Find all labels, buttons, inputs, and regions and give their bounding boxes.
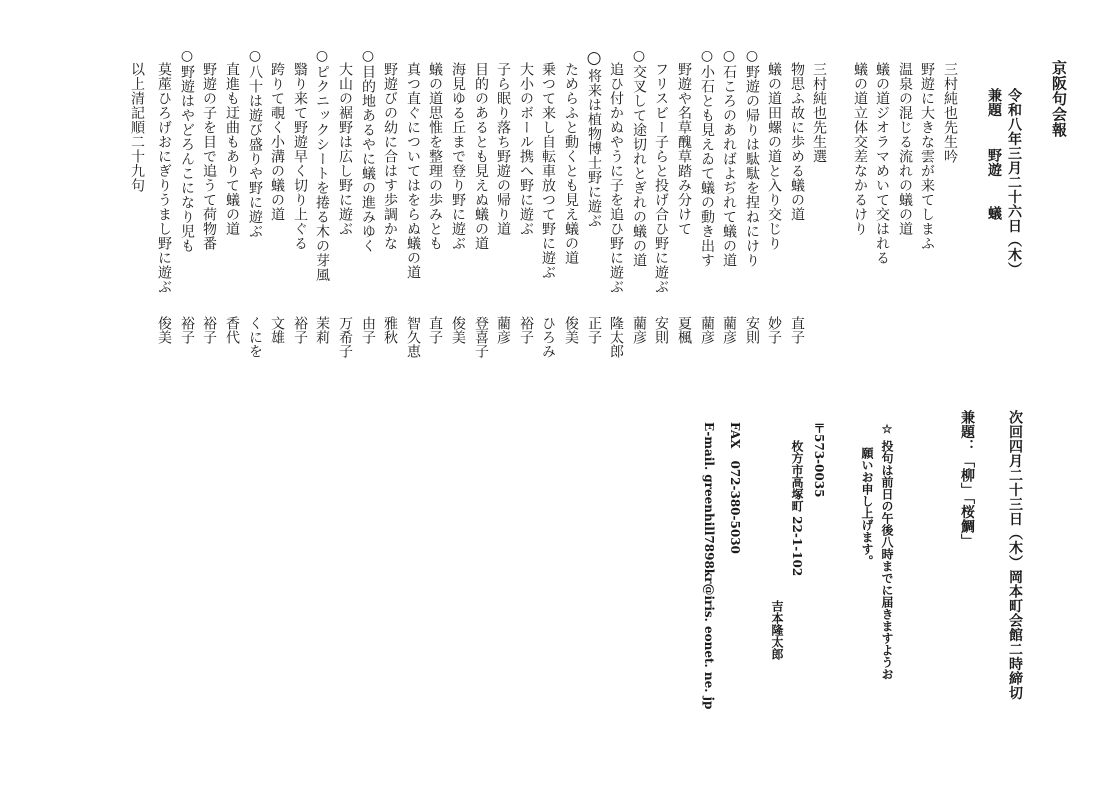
- selection-poem-text: 莫蓙ひろげおにぎりうまし野に遊ぶ: [156, 62, 172, 294]
- selection-author: 俊美: [156, 316, 172, 344]
- selection-mark: ○: [584, 48, 604, 69]
- selection-author: 藺彦: [631, 316, 647, 344]
- selection-poem-text: 蟻の道田螺の道と入り交じり: [766, 62, 782, 251]
- selection-poem-text: 翳り来て野遊早く切り上ぐる: [292, 62, 308, 251]
- teacher-name: 三村純也先生吟: [942, 62, 958, 164]
- page-title: 京阪句会報: [1050, 60, 1068, 138]
- meeting-date: 令和八年三月二十六日（木）: [1006, 88, 1022, 277]
- selection-poem: [788, 62, 806, 222]
- selection-author: 裕子: [518, 316, 534, 344]
- selection-author: 妙子: [766, 316, 782, 344]
- fax-number: FAX 072-380-5030: [728, 422, 742, 554]
- selection-mark: ○: [314, 48, 330, 65]
- selection-author: 由子: [360, 316, 376, 344]
- selection-author: 藺彦: [699, 316, 715, 344]
- selection-poem: [246, 48, 264, 239]
- selection-author: 直子: [789, 316, 805, 344]
- selection-author: 香代: [224, 316, 240, 344]
- selection-author: 茉莉: [314, 316, 330, 344]
- selection-poem: [268, 62, 286, 222]
- selection-poem: [178, 48, 196, 253]
- selection-poem: [743, 48, 761, 268]
- selection-poem-text: 野遊や名草醜草踏み分けて: [676, 62, 692, 236]
- selection-poem-text: 乗つて来し自転車放つて野に遊ぶ: [540, 62, 556, 280]
- selection-poem: [472, 62, 490, 251]
- selection-poem-text: 野遊はやどろんこになり児も: [179, 64, 195, 253]
- selection-author: 登喜子: [473, 316, 489, 358]
- selection-poem-text: 八十は遊び盛りや野に遊ぶ: [247, 64, 263, 239]
- selection-author: 夏楓: [676, 316, 692, 344]
- selection-poem-text: 野遊の帰りは駄駄を捏ねにけり: [744, 64, 760, 268]
- selection-mark: ○: [699, 48, 715, 65]
- selection-author: 文雄: [269, 316, 285, 344]
- selection-poem: [562, 62, 580, 265]
- selection-poem-text: 交叉して途切れとぎれの蟻の道: [631, 64, 647, 268]
- postal-code: 〒573-0035: [812, 422, 826, 498]
- selection-mark: ○: [631, 48, 647, 65]
- selection-poem: [652, 62, 670, 294]
- selection-poem: [359, 48, 377, 253]
- selection-author: ひろみ: [540, 316, 556, 358]
- selection-poem: [291, 62, 309, 251]
- selection-mark: ○: [247, 48, 263, 65]
- selection-poem-text: 将来は植物博士野に遊ぶ: [586, 68, 602, 228]
- selection-author: 藺彦: [721, 316, 737, 344]
- selection-author: 智久恵: [405, 316, 421, 358]
- next-kendai: 兼題：「柳」「桜鯛」: [959, 410, 975, 548]
- selection-poem: [200, 62, 218, 251]
- selection-poem-text: ためらふと動くとも見え蟻の道: [563, 62, 579, 265]
- selection-poem: [675, 62, 693, 236]
- selection-author: 俊美: [450, 316, 466, 344]
- selection-author: くにを: [247, 316, 263, 358]
- next-meeting-line: 次回四月二十三日（木）岡本町会館二時締切: [1007, 410, 1023, 700]
- selection-author: 雅秋: [382, 316, 398, 344]
- selection-poem: [313, 48, 331, 282]
- selection-poem-text: フリスビー子らと投げ合ひ野に遊ぶ: [653, 62, 669, 294]
- selection-poem: [494, 62, 512, 236]
- selection-poem-text: 海見ゆる丘まで登り野に遊ぶ: [450, 62, 466, 251]
- selection-poem-text: 目的のあるとも見えぬ蟻の道: [473, 62, 489, 251]
- selection-poem-text: 野遊の子を目で追うて荷物番: [201, 62, 217, 251]
- selection-poem: [449, 62, 467, 251]
- selection-poem-text: 子ら眠り落ち野遊の帰り道: [495, 62, 511, 236]
- selection-poem-text: 真つ直ぐについてはをらぬ蟻の道: [405, 62, 421, 280]
- selection-poem: [630, 48, 648, 268]
- selection-poem-text: 小石とも見えゐて蟻の動き出す: [699, 64, 715, 268]
- selection-mark: ○: [360, 48, 376, 65]
- selection-poem-text: 物思ふ故に歩める蟻の道: [789, 62, 805, 222]
- selection-poem: [539, 62, 557, 280]
- selection-poem: [517, 62, 535, 236]
- selection-poem: [698, 48, 716, 268]
- notice-line-1: ☆ 投句は前日の午後八時までに届きますようお: [880, 422, 894, 681]
- selection-poem: [607, 62, 625, 294]
- contact-name: 吉本隆太郎: [770, 600, 784, 660]
- address: 枚方市高塚町 22-1-102: [790, 440, 804, 577]
- kendai-value: 野遊 蟻: [986, 148, 1002, 221]
- selection-poem: [381, 62, 399, 251]
- teacher-poem: 温泉の混じる流れの蟻の道: [897, 62, 913, 236]
- email-address: E-mail. greenhill7898kr@iris. eonet. ne. jp: [702, 422, 716, 710]
- kendai-label: 兼題: [986, 88, 1002, 117]
- selection-author: 万希子: [337, 316, 353, 358]
- selection-poem: [765, 62, 783, 251]
- selection-poem-text: 追ひ付かぬやうに子を追ひ野に遊ぶ: [608, 62, 624, 294]
- selection-author: 裕子: [179, 316, 195, 344]
- teacher-poem: 野遊に大きな雲が来てしまふ: [919, 62, 935, 251]
- selection-poem-text: 蟻の道思惟を整理の歩みとも: [427, 62, 443, 251]
- selection-heading: 三村純也先生選: [811, 62, 827, 164]
- selection-poem-text: 大山の裾野は広し野に遊ぶ: [337, 62, 353, 236]
- selection-poem-text: 野遊びの幼に合はす歩調かな: [382, 62, 398, 251]
- notice-line-2: 願いお申し上げます。: [860, 447, 874, 567]
- selection-mark: ○: [179, 48, 195, 65]
- selection-author: 裕子: [292, 316, 308, 344]
- selection-poem: [404, 62, 422, 280]
- selection-author: 安則: [653, 316, 669, 344]
- selection-author: 藺彦: [495, 316, 511, 344]
- selection-author: 直子: [427, 316, 443, 344]
- selection-poem-text: ピクニックシートを捲る木の芽風: [314, 64, 330, 282]
- selection-poem-text: 大小のボール携へ野に遊ぶ: [518, 62, 534, 236]
- selection-poem: [336, 62, 354, 236]
- selection-poem: [585, 48, 603, 228]
- selection-poem: [223, 62, 241, 236]
- selection-author: 安則: [744, 316, 760, 344]
- selection-mark: ○: [721, 48, 737, 65]
- teacher-poem: 蟻の道立体交差なかるけり: [852, 62, 868, 236]
- selection-poem-text: 目的地あるやに蟻の進みゆく: [360, 64, 376, 253]
- clean-copy-count: 以上清記順二十九句: [129, 62, 145, 193]
- selection-author: 裕子: [201, 316, 217, 344]
- selection-author: 正子: [586, 316, 602, 344]
- selection-poem-text: 直進も迂曲もありて蟻の道: [224, 62, 240, 236]
- selection-author: 隆太郎: [608, 316, 624, 358]
- selection-poem-text: 跨りて覗く小溝の蟻の道: [269, 62, 285, 222]
- selection-poem: [720, 48, 738, 268]
- selection-author: 俊美: [563, 316, 579, 344]
- selection-poem: [426, 62, 444, 251]
- selection-mark: ○: [744, 48, 760, 65]
- selection-poem: [155, 62, 173, 294]
- teacher-poem: 蟻の道ジオラマめいて交はれる: [874, 62, 890, 265]
- selection-poem-text: 石ころのあればよぢれて蟻の道: [721, 64, 737, 268]
